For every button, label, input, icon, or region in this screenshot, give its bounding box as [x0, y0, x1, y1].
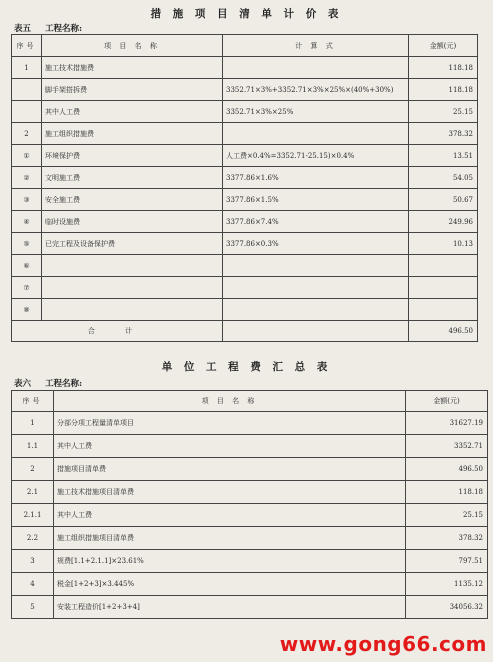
- row-seq: ⑧: [12, 299, 42, 321]
- row-item: 措施项目清单费: [54, 458, 406, 481]
- table5-total-row: [12, 321, 478, 342]
- table-row: [12, 233, 478, 255]
- row-seq: ②: [12, 167, 42, 189]
- row-formula: [223, 123, 409, 145]
- table6-header-item: 项 目 名 称: [54, 391, 406, 412]
- table-row: [12, 57, 478, 79]
- row-amount: [409, 277, 478, 299]
- table6-header-row: [12, 391, 488, 412]
- row-item: 税金[1+2+3]×3.445%: [54, 573, 406, 596]
- row-seq: ③: [12, 189, 42, 211]
- row-item: 文明施工费: [42, 167, 223, 189]
- row-amount: 10.13: [409, 233, 478, 255]
- row-seq: ⑥: [12, 255, 42, 277]
- row-formula: 人工费×0.4%=3352.71-25.15)×0.4%: [223, 145, 409, 167]
- table-row: [12, 167, 478, 189]
- row-formula: 3377.86×1.5%: [223, 189, 409, 211]
- row-seq: 1.1: [12, 435, 54, 458]
- table6-header-amount: 金额(元): [406, 391, 488, 412]
- row-seq: ⑦: [12, 277, 42, 299]
- row-item: 分部分项工程量清单项目: [54, 412, 406, 435]
- table-row: [12, 458, 488, 481]
- row-item: 临时设施费: [42, 211, 223, 233]
- table-row: [12, 435, 488, 458]
- row-formula: 3352.71×3%+3352.71×3%×25%×(40%+30%): [223, 79, 409, 101]
- row-formula: 3377.86×0.3%: [223, 233, 409, 255]
- table-row: [12, 573, 488, 596]
- row-item: 安装工程造价[1+2+3+4]: [54, 596, 406, 619]
- row-formula: 3377.86×1.6%: [223, 167, 409, 189]
- row-seq: 2: [12, 123, 42, 145]
- table5: [11, 34, 478, 342]
- row-formula: [223, 299, 409, 321]
- row-amount: 3352.71: [406, 435, 488, 458]
- row-amount: [409, 255, 478, 277]
- row-amount: 118.18: [409, 79, 478, 101]
- table5-total-label: 合 计: [12, 321, 223, 342]
- table5-caption: [14, 22, 82, 34]
- row-amount: 1135.12: [406, 573, 488, 596]
- row-amount: 25.15: [406, 504, 488, 527]
- table6-header-seq: 序号: [12, 391, 54, 412]
- row-item: 环境保护费: [42, 145, 223, 167]
- table-row: [12, 123, 478, 145]
- table5-header-seq: 序号: [12, 35, 42, 57]
- row-item: 其中人工费: [54, 504, 406, 527]
- row-formula: 3352.71×3%×25%: [223, 101, 409, 123]
- row-seq: 2.2: [12, 527, 54, 550]
- table5-label: 表五: [14, 24, 32, 34]
- table-row: [12, 527, 488, 550]
- table-row: [12, 299, 478, 321]
- row-seq: 4: [12, 573, 54, 596]
- table-row: [12, 550, 488, 573]
- row-seq: 2: [12, 458, 54, 481]
- row-seq: 1: [12, 412, 54, 435]
- table-row: [12, 277, 478, 299]
- table-row: [12, 79, 478, 101]
- row-formula: [223, 277, 409, 299]
- table-row: [12, 412, 488, 435]
- table-row: [12, 101, 478, 123]
- row-amount: [409, 299, 478, 321]
- row-amount: 118.18: [406, 481, 488, 504]
- row-item: 规费[1.1+2.1.1]×23.61%: [54, 550, 406, 573]
- row-item: 施工技术措施费: [42, 57, 223, 79]
- row-amount: 378.32: [406, 527, 488, 550]
- table6: [11, 390, 488, 619]
- row-item: 施工技术措施项目清单费: [54, 481, 406, 504]
- row-seq: [12, 101, 42, 123]
- row-item: 已完工程及设备保护费: [42, 233, 223, 255]
- table-row: [12, 504, 488, 527]
- table-row: [12, 189, 478, 211]
- table5-header-amount: 金额(元): [409, 35, 478, 57]
- table6-label: 表六: [14, 379, 32, 389]
- row-amount: 34056.32: [406, 596, 488, 619]
- row-seq: 2.1: [12, 481, 54, 504]
- row-seq: ④: [12, 211, 42, 233]
- row-formula: 3377.86×7.4%: [223, 211, 409, 233]
- row-item: 施工组织措施项目清单费: [54, 527, 406, 550]
- row-seq: 1: [12, 57, 42, 79]
- table-row: [12, 481, 488, 504]
- row-seq: 5: [12, 596, 54, 619]
- row-amount: 378.32: [409, 123, 478, 145]
- row-item: 施工组织措施费: [42, 123, 223, 145]
- row-item: 其中人工费: [42, 101, 223, 123]
- row-item: 安全施工费: [42, 189, 223, 211]
- row-amount: 54.05: [409, 167, 478, 189]
- row-item: [42, 277, 223, 299]
- table5-total-formula: [223, 321, 409, 342]
- row-seq: ①: [12, 145, 42, 167]
- row-amount: 25.15: [409, 101, 478, 123]
- table5-header-formula: 计 算 式: [223, 35, 409, 57]
- table5-header-item: 项 目 名 称: [42, 35, 223, 57]
- row-amount: 797.51: [406, 550, 488, 573]
- row-amount: 50.67: [409, 189, 478, 211]
- table5-title: 措 施 项 目 清 单 计 价 表: [150, 8, 343, 20]
- row-seq: 3: [12, 550, 54, 573]
- row-amount: 496.50: [406, 458, 488, 481]
- row-formula: [223, 57, 409, 79]
- table6-project-label: 工程名称:: [45, 379, 83, 389]
- site-watermark: www.gong66.com: [279, 632, 487, 656]
- table5-total-amount: 496.50: [409, 321, 478, 342]
- row-item: 脚手架搭拆费: [42, 79, 223, 101]
- table6-caption: [14, 377, 82, 389]
- row-item: [42, 255, 223, 277]
- table5-project-label: 工程名称:: [45, 24, 83, 34]
- row-item: 其中人工费: [54, 435, 406, 458]
- row-amount: 118.18: [409, 57, 478, 79]
- table-row: [12, 145, 478, 167]
- table-row: [12, 596, 488, 619]
- table6-title: 单 位 工 程 费 汇 总 表: [161, 361, 332, 373]
- table-row: [12, 255, 478, 277]
- row-seq: [12, 79, 42, 101]
- table5-header-row: [12, 35, 478, 57]
- row-amount: 249.96: [409, 211, 478, 233]
- row-formula: [223, 255, 409, 277]
- table-row: [12, 211, 478, 233]
- row-amount: 13.51: [409, 145, 478, 167]
- row-item: [42, 299, 223, 321]
- row-seq: 2.1.1: [12, 504, 54, 527]
- row-amount: 31627.19: [406, 412, 488, 435]
- row-seq: ⑤: [12, 233, 42, 255]
